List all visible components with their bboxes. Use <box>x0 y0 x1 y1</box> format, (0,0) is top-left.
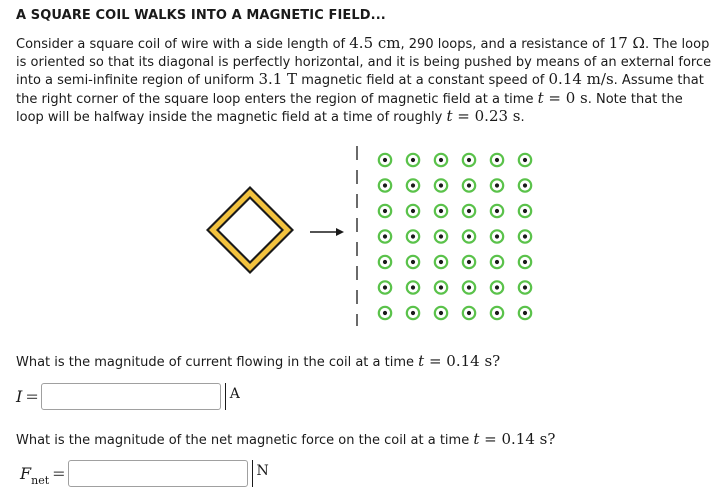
out-of-page-dot-icon <box>491 179 503 191</box>
question-text: What is the magnitude of current flowing in the coil at a time <box>16 355 419 370</box>
square-coil <box>206 186 294 274</box>
out-of-page-dot-icon <box>519 154 531 166</box>
out-of-page-dot-icon <box>519 281 531 293</box>
force-symbol: F <box>20 464 32 483</box>
out-of-page-dot-icon <box>379 256 391 268</box>
out-of-page-dot-icon <box>519 179 531 191</box>
text-fragment: . Assume that the right corner of the square loop enters the region of magnetic field at a time <box>16 73 704 107</box>
problem-statement <box>16 35 712 127</box>
page-title: A SQUARE COIL WALKS INTO A MAGNETIC FIELD... <box>16 8 386 23</box>
out-of-page-dot-icon <box>491 256 503 268</box>
out-of-page-dot-icon <box>407 230 419 242</box>
force-answer-input[interactable] <box>68 460 248 487</box>
magnetic-field-region <box>379 154 531 319</box>
time-value: = 0.14 s <box>424 352 493 370</box>
out-of-page-dot-icon <box>463 307 475 319</box>
out-of-page-dot-icon <box>463 205 475 217</box>
out-of-page-dot-icon <box>435 179 447 191</box>
out-of-page-dot-icon <box>491 230 503 242</box>
time-variable: t <box>473 430 480 448</box>
time-variable: t <box>537 88 544 107</box>
field-value: 3.1 T <box>258 70 298 88</box>
force-subscript: net <box>31 474 50 487</box>
out-of-page-dot-icon <box>519 230 531 242</box>
out-of-page-dot-icon <box>435 205 447 217</box>
current-answer-input[interactable] <box>41 383 221 410</box>
time-variable: t <box>446 107 453 125</box>
out-of-page-dot-icon <box>407 256 419 268</box>
out-of-page-dot-icon <box>463 256 475 268</box>
question-text: What is the magnitude of the net magnetic force on the coil at a time <box>16 433 474 448</box>
out-of-page-dot-icon <box>379 154 391 166</box>
out-of-page-dot-icon <box>379 281 391 293</box>
question-1 <box>16 352 500 370</box>
current-unit-label: A <box>225 383 244 410</box>
out-of-page-dot-icon <box>435 256 447 268</box>
text-fragment: magnetic field at a constant speed of <box>297 73 549 88</box>
equals-sign: = <box>25 387 39 406</box>
current-variable: I <box>16 387 23 406</box>
out-of-page-dot-icon <box>435 307 447 319</box>
force-unit-label: N <box>252 460 273 487</box>
out-of-page-dot-icon <box>407 281 419 293</box>
text-fragment: . <box>520 110 525 125</box>
question-mark: ? <box>492 352 501 370</box>
time-value: = 0.14 s <box>479 430 548 448</box>
question-2 <box>16 430 555 448</box>
out-of-page-dot-icon <box>519 205 531 217</box>
out-of-page-dot-icon <box>491 307 503 319</box>
resistance-value: 17 Ω <box>608 34 645 52</box>
out-of-page-dot-icon <box>519 307 531 319</box>
time-start-value: = 0 s <box>543 88 588 107</box>
out-of-page-dot-icon <box>435 281 447 293</box>
out-of-page-dot-icon <box>407 179 419 191</box>
equals-sign: = <box>52 464 66 483</box>
out-of-page-dot-icon <box>379 230 391 242</box>
answer-row-current <box>16 383 244 410</box>
out-of-page-dot-icon <box>491 205 503 217</box>
question-mark: ? <box>547 430 556 448</box>
out-of-page-dot-icon <box>519 256 531 268</box>
velocity-arrow-icon <box>310 228 344 236</box>
out-of-page-dot-icon <box>463 154 475 166</box>
text-fragment: Consider a square coil of wire with a side length of <box>16 37 350 52</box>
text-fragment: . The loop is oriented so that its diagonal is perfectly horizontal, and it is being pushed by means of an external force into a semi-infinite region of uniform <box>16 37 712 88</box>
out-of-page-dot-icon <box>491 154 503 166</box>
out-of-page-dot-icon <box>407 154 419 166</box>
out-of-page-dot-icon <box>379 205 391 217</box>
side-length-value: 4.5 cm <box>349 34 401 52</box>
out-of-page-dot-icon <box>491 281 503 293</box>
out-of-page-dot-icon <box>435 230 447 242</box>
out-of-page-dot-icon <box>407 307 419 319</box>
text-fragment: . Note that the loop will be halfway inside the magnetic field at a time of roughly <box>16 91 683 125</box>
out-of-page-dot-icon <box>463 281 475 293</box>
speed-value: 0.14 m/s <box>548 70 614 88</box>
time-variable: t <box>418 352 425 370</box>
out-of-page-dot-icon <box>379 179 391 191</box>
force-variable <box>20 464 50 487</box>
answer-row-force <box>16 460 273 487</box>
time-halfway-value: = 0.23 s <box>452 107 521 125</box>
out-of-page-dot-icon <box>463 230 475 242</box>
out-of-page-dot-icon <box>407 205 419 217</box>
out-of-page-dot-icon <box>463 179 475 191</box>
text-fragment: , 290 loops, and a resistance of <box>400 37 609 52</box>
out-of-page-dot-icon <box>379 307 391 319</box>
out-of-page-dot-icon <box>435 154 447 166</box>
coil-diagram <box>0 140 720 330</box>
